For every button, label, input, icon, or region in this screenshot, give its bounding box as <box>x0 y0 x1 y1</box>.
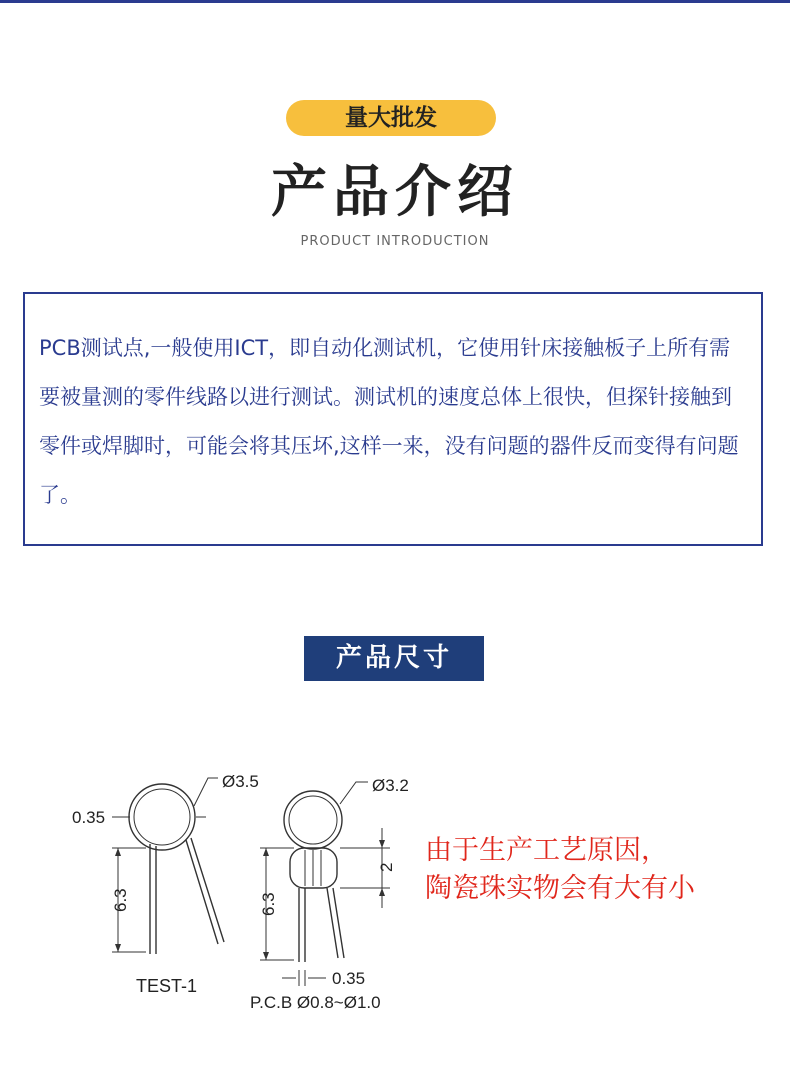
left-leg-angled <box>186 838 224 944</box>
wholesale-badge: 量大批发 <box>286 100 496 136</box>
right-wire-label: 0.35 <box>332 969 366 988</box>
right-leg-angled <box>327 888 344 958</box>
left-diameter-label: Ø3.5 <box>222 772 259 791</box>
bottom-wire-dim <box>282 970 326 986</box>
left-wire-label: 0.35 <box>72 808 106 827</box>
left-diameter-leader <box>194 778 218 806</box>
left-length-label: 6.3 <box>111 888 130 912</box>
production-note-line1: 由于生产工艺原因， <box>425 835 668 866</box>
intro-text: PCB测试点,一般使用ICT，即自动化测试机，它使用针床接触板子上所有需要被量测的零件线路以进行测试。测试机的速度总体上很快，但探针接触到零件或焊脚时，可能会将其压坏,这样一来，没有问题的器件反而变得有问题了。 <box>39 336 739 507</box>
right-length-label: 6.3 <box>259 892 278 916</box>
production-note <box>425 832 765 908</box>
page-subtitle: PRODUCT INTRODUCTION <box>300 234 490 249</box>
left-leg-straight <box>150 844 156 954</box>
left-part-name: TEST-1 <box>136 976 198 996</box>
top-rule <box>0 0 790 3</box>
right-diameter-leader <box>340 782 368 804</box>
right-leg-straight <box>299 888 305 962</box>
right-loop <box>284 791 342 849</box>
production-note-line2: 陶瓷珠实物会有大有小 <box>425 873 695 904</box>
bead-height-label: 2 <box>377 862 396 872</box>
size-section-label: 产品尺寸 <box>304 636 484 681</box>
right-loop-inner <box>289 796 337 844</box>
page-title: 产品介绍 <box>271 160 519 225</box>
left-loop <box>129 784 195 850</box>
pcb-hole-label: P.C.B Ø0.8~Ø1.0 <box>250 993 381 1012</box>
right-diameter-label: Ø3.2 <box>372 776 409 795</box>
left-loop-inner <box>134 789 190 845</box>
intro-box <box>23 292 763 546</box>
